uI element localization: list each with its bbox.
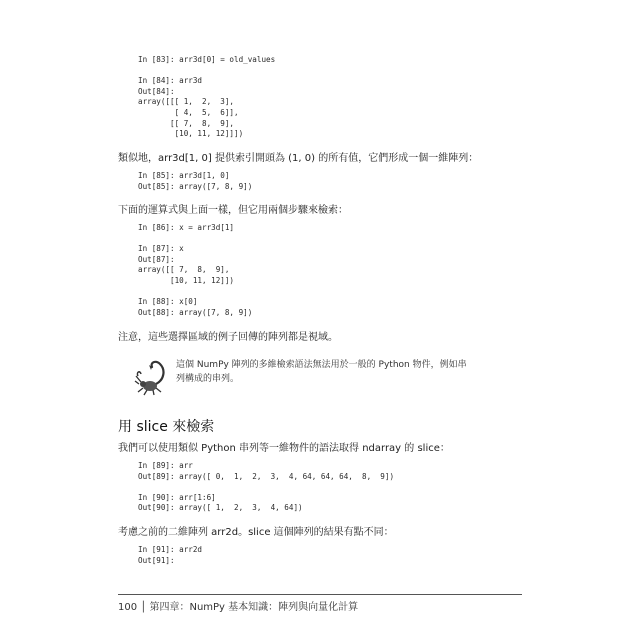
code-block-two-step-index: In [86]: x = arr3d[1] In [87]: x Out[87]: array([[ 7, 8, 9], [10, 11, 12]]) In [88]: x[0] Out[88]: array([7, 8, 9]) (138, 223, 253, 317)
code-block-arr3d-assign: In [83]: arr3d[0] = old_values In [84]: arr3d Out[84]: array([[[ 1, 2, 3], [ 4, 5, 6]], [[ 7, 8, 9], [10, 11, 12]]]) (138, 55, 276, 139)
paragraph-arr2d-slice: 考慮之前的二維陣列 arr2d。slice 這個陣列的結果有點不同： (118, 527, 394, 538)
paragraph-arr3d-index: 類似地，arr3d[1, 0] 提供索引開頭為 (1, 0) 的所有值，它們形成一個一維陣列： (118, 153, 479, 164)
note-line-2: 列構成的串列。 (176, 374, 240, 384)
code-block-arr-slice: In [89]: arr Out[89]: array([ 0, 1, 2, 3, 4, 64, 64, 64, 8, 9]) In [90]: arr[1:6] Out[90]: array([ 1, 2, 3, 4, 64]) (138, 461, 395, 513)
code-block-arr3d-1-0: In [85]: arr3d[1, 0] Out[85]: array([7, 8, 9]) (138, 171, 253, 191)
scorpion-icon (134, 354, 170, 396)
paragraph-slice-syntax: 我們可以使用類似 Python 串列等一維物件的語法取得 ndarray 的 slice： (118, 443, 450, 454)
note-text (176, 358, 481, 386)
paragraph-views-note: 注意，這些選擇區域的例子回傳的陣列都是視域。 (118, 332, 338, 343)
note-line-1: 這個 NumPy 陣列的多維檢索語法無法用於一般的 Python 物件，例如串 (176, 360, 467, 370)
page-footer: 100 │ 第四章：NumPy 基本知識：陣列與向量化計算 (118, 602, 359, 613)
code-block-arr2d: In [91]: arr2d Out[91]: (138, 545, 203, 565)
section-heading: 用 slice 來檢索 (118, 419, 215, 435)
footer-divider (118, 594, 522, 595)
paragraph-two-steps: 下面的運算式與上面一樣，但它用兩個步驟來檢索： (118, 205, 348, 216)
